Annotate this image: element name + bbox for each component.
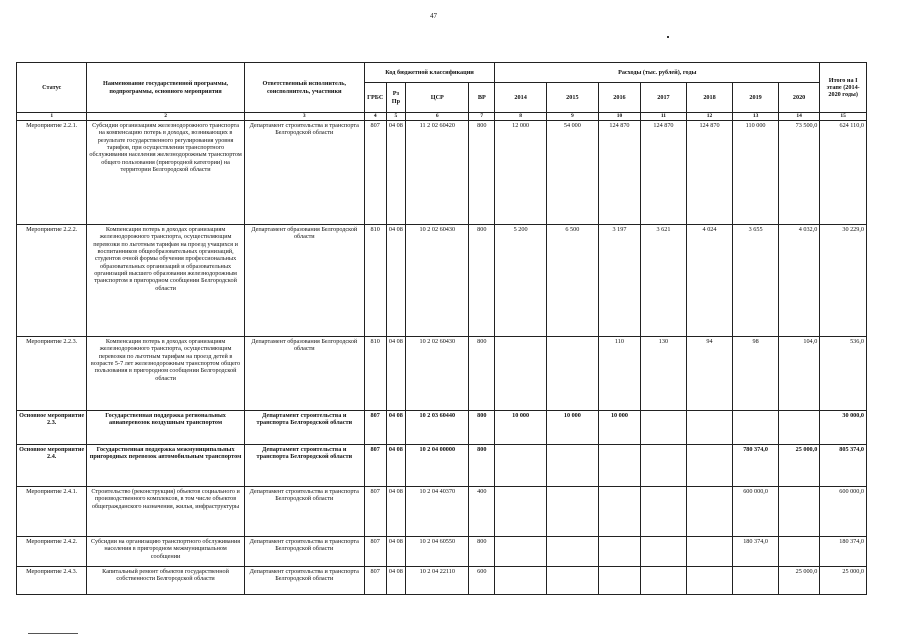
year-2016-cell [598, 567, 640, 595]
executor-cell: Департамент образования Белгородской области [244, 337, 364, 411]
year-2016-cell: 124 870 [598, 121, 640, 225]
year-2015-cell [546, 337, 598, 411]
program-name-cell: Государственная поддержка межмуниципальных пригородных перевозок автомобильным транспортом [87, 445, 244, 487]
year-2018-cell: 94 [686, 337, 733, 411]
executor-cell: Департамент строительства и транспорта Белгородской области [244, 411, 364, 445]
column-number: 15 [820, 113, 867, 121]
year-2015-cell: 54 000 [546, 121, 598, 225]
csr-cell: 10 2 02 60430 [406, 225, 469, 337]
header-expenses: Расходы (тыс. рублей), годы [495, 63, 820, 83]
table-row [17, 225, 867, 337]
executor-cell: Департамент строительства и транспорта Белгородской области [244, 487, 364, 537]
status-cell: Мероприятие 2.4.1. [17, 487, 87, 537]
total-cell: 25 000,0 [820, 567, 867, 595]
csr-cell: 10 2 04 22110 [406, 567, 469, 595]
year-2018-cell [686, 567, 733, 595]
rz-pr-cell: 04 08 [386, 225, 406, 337]
column-number: 14 [778, 113, 819, 121]
header-year: 2017 [641, 83, 687, 113]
year-2016-cell: 110 [598, 337, 640, 411]
column-number: 10 [598, 113, 640, 121]
column-number: 13 [733, 113, 779, 121]
year-2016-cell [598, 487, 640, 537]
csr-cell: 10 2 04 40370 [406, 487, 469, 537]
program-name-cell: Субсидии на организацию транспортного обслуживания населения в пригородном межмуниципальном сообщении [87, 537, 244, 567]
year-2015-cell: 10 000 [546, 411, 598, 445]
vr-cell: 800 [469, 445, 495, 487]
year-2014-cell [495, 445, 547, 487]
status-cell: Мероприятие 2.2.1. [17, 121, 87, 225]
year-2014-cell [495, 337, 547, 411]
year-2014-cell [495, 567, 547, 595]
column-number: 7 [469, 113, 495, 121]
table-row [17, 121, 867, 225]
executor-cell: Департамент образования Белгородской области [244, 225, 364, 337]
year-2016-cell [598, 445, 640, 487]
table-row [17, 487, 867, 537]
total-cell: 536,0 [820, 337, 867, 411]
header-program-name: Наименование государственной программы, подпрограммы, основного мероприятия [87, 63, 244, 113]
csr-cell: 10 2 04 60550 [406, 537, 469, 567]
table-row [17, 337, 867, 411]
column-number: 6 [406, 113, 469, 121]
year-2014-cell [495, 537, 547, 567]
scan-mark [667, 36, 669, 38]
header-total: Итого на I этапе (2014-2020 годы) [820, 63, 867, 113]
year-2018-cell [686, 445, 733, 487]
year-2019-cell: 780 374,0 [733, 445, 779, 487]
year-2017-cell [641, 567, 687, 595]
program-name-cell: Государственная поддержка региональных авиаперевозок воздушным транспортом [87, 411, 244, 445]
budget-table [16, 62, 867, 595]
column-number-row [17, 113, 867, 121]
year-2017-cell: 130 [641, 337, 687, 411]
header-year: 2020 [778, 83, 819, 113]
header-vr: ВР [469, 83, 495, 113]
status-cell: Основное мероприятие 2.4. [17, 445, 87, 487]
year-2018-cell: 4 024 [686, 225, 733, 337]
year-2015-cell [546, 445, 598, 487]
grbs-cell: 810 [364, 225, 386, 337]
year-2020-cell: 25 000,0 [778, 567, 819, 595]
year-2018-cell [686, 537, 733, 567]
year-2018-cell [686, 411, 733, 445]
year-2014-cell [495, 487, 547, 537]
year-2020-cell [778, 411, 819, 445]
rz-pr-cell: 04 08 [386, 487, 406, 537]
column-number: 9 [546, 113, 598, 121]
rz-pr-cell: 04 08 [386, 121, 406, 225]
year-2018-cell [686, 487, 733, 537]
grbs-cell: 807 [364, 411, 386, 445]
column-number: 8 [495, 113, 547, 121]
year-2017-cell: 124 870 [641, 121, 687, 225]
year-2017-cell [641, 445, 687, 487]
year-2015-cell [546, 537, 598, 567]
column-number: 1 [17, 113, 87, 121]
total-cell: 180 374,0 [820, 537, 867, 567]
vr-cell: 800 [469, 121, 495, 225]
column-number: 3 [244, 113, 364, 121]
total-cell: 30 229,0 [820, 225, 867, 337]
executor-cell: Департамент строительства и транспорта Белгородской области [244, 445, 364, 487]
footer-rule [28, 633, 78, 634]
total-cell: 624 110,0 [820, 121, 867, 225]
year-2019-cell: 3 655 [733, 225, 779, 337]
vr-cell: 800 [469, 337, 495, 411]
column-number: 2 [87, 113, 244, 121]
table-row [17, 445, 867, 487]
rz-pr-cell: 04 08 [386, 445, 406, 487]
year-2017-cell [641, 487, 687, 537]
year-2016-cell [598, 537, 640, 567]
vr-cell: 800 [469, 225, 495, 337]
header-rz-pr: Рз Пр [386, 83, 406, 113]
year-2016-cell: 3 197 [598, 225, 640, 337]
grbs-cell: 807 [364, 445, 386, 487]
rz-pr-cell: 04 08 [386, 567, 406, 595]
program-name-cell: Капитальный ремонт объектов государственной собственности Белгородской области [87, 567, 244, 595]
year-2020-cell: 4 032,0 [778, 225, 819, 337]
grbs-cell: 807 [364, 537, 386, 567]
year-2015-cell: 6 500 [546, 225, 598, 337]
executor-cell: Департамент строительства и транспорта Белгородской области [244, 121, 364, 225]
total-cell: 600 000,0 [820, 487, 867, 537]
year-2017-cell [641, 411, 687, 445]
header-status: Статус [17, 63, 87, 113]
year-2020-cell [778, 487, 819, 537]
year-2017-cell [641, 537, 687, 567]
year-2020-cell: 25 000,0 [778, 445, 819, 487]
vr-cell: 600 [469, 567, 495, 595]
page-number: 47 [430, 12, 437, 20]
rz-pr-cell: 04 08 [386, 537, 406, 567]
header-year: 2014 [495, 83, 547, 113]
header-executor: Ответственный исполнитель, соисполнитель, участники [244, 63, 364, 113]
year-2015-cell [546, 487, 598, 537]
year-2019-cell: 180 374,0 [733, 537, 779, 567]
column-number: 11 [641, 113, 687, 121]
csr-cell: 11 2 02 60420 [406, 121, 469, 225]
status-cell: Мероприятие 2.4.2. [17, 537, 87, 567]
year-2014-cell: 10 000 [495, 411, 547, 445]
column-number: 5 [386, 113, 406, 121]
rz-pr-cell: 04 08 [386, 337, 406, 411]
vr-cell: 800 [469, 411, 495, 445]
status-cell: Мероприятие 2.4.3. [17, 567, 87, 595]
header-csr: ЦСР [406, 83, 469, 113]
year-2019-cell: 98 [733, 337, 779, 411]
status-cell: Мероприятие 2.2.2. [17, 225, 87, 337]
vr-cell: 800 [469, 537, 495, 567]
program-name-cell: Субсидии организациям железнодорожного транспорта на компенсацию потерь в доходах, возникающих в результате государственного регулирования уровня тарифов, при осуществлении транспортного обслуживания населения железнодорожным транспортом общего пользования (пригородной категории) на территории Белгородской области [87, 121, 244, 225]
executor-cell: Департамент строительства и транспорта Белгородской области [244, 537, 364, 567]
program-name-cell: Строительство (реконструкция) объектов социального и производственного комплексов, в том числе объектов общегражданского назначения, жилья, инфраструктуры [87, 487, 244, 537]
executor-cell: Департамент строительства и транспорта Белгородской области [244, 567, 364, 595]
year-2020-cell: 73 500,0 [778, 121, 819, 225]
grbs-cell: 807 [364, 487, 386, 537]
year-2017-cell: 3 621 [641, 225, 687, 337]
year-2018-cell: 124 870 [686, 121, 733, 225]
year-2015-cell [546, 567, 598, 595]
year-2019-cell: 600 000,0 [733, 487, 779, 537]
total-cell: 805 374,0 [820, 445, 867, 487]
year-2020-cell [778, 537, 819, 567]
column-number: 4 [364, 113, 386, 121]
table-row [17, 411, 867, 445]
program-name-cell: Компенсация потерь в доходах организациям железнодорожного транспорта, осуществляющим перевозки по льготным тарифам на проезд учащихся и воспитанников общеобразовательных организаций, студентов очной формы обучения профессиональных образовательных организаций и образовательных организаций высшего образования железнодорожным транспортом в пригородном сообщении Белгородской области [87, 225, 244, 337]
csr-cell: 10 2 03 60440 [406, 411, 469, 445]
year-2020-cell: 104,0 [778, 337, 819, 411]
vr-cell: 400 [469, 487, 495, 537]
csr-cell: 10 2 04 00000 [406, 445, 469, 487]
status-cell: Мероприятие 2.2.3. [17, 337, 87, 411]
header-year: 2018 [686, 83, 733, 113]
column-number: 12 [686, 113, 733, 121]
year-2016-cell: 10 000 [598, 411, 640, 445]
year-2019-cell: 110 000 [733, 121, 779, 225]
total-cell: 30 000,0 [820, 411, 867, 445]
program-name-cell: Компенсация потерь в доходах организациям железнодорожного транспорта, осуществляющим перевозки по льготным тарифам на проезд детей в возрасте 5-7 лет железнодорожным транспортом общего пользования в пригородном сообщении Белгородской области [87, 337, 244, 411]
year-2019-cell [733, 567, 779, 595]
status-cell: Основное мероприятие 2.3. [17, 411, 87, 445]
header-budget-code: Код бюджетной классификации [364, 63, 494, 83]
year-2019-cell [733, 411, 779, 445]
year-2014-cell: 5 200 [495, 225, 547, 337]
grbs-cell: 807 [364, 567, 386, 595]
year-2014-cell: 12 000 [495, 121, 547, 225]
header-year: 2016 [598, 83, 640, 113]
grbs-cell: 807 [364, 121, 386, 225]
rz-pr-cell: 04 08 [386, 411, 406, 445]
table-row [17, 567, 867, 595]
header-grbs: ГРБС [364, 83, 386, 113]
table-row [17, 537, 867, 567]
grbs-cell: 810 [364, 337, 386, 411]
header-year: 2019 [733, 83, 779, 113]
csr-cell: 10 2 02 60430 [406, 337, 469, 411]
header-year: 2015 [546, 83, 598, 113]
